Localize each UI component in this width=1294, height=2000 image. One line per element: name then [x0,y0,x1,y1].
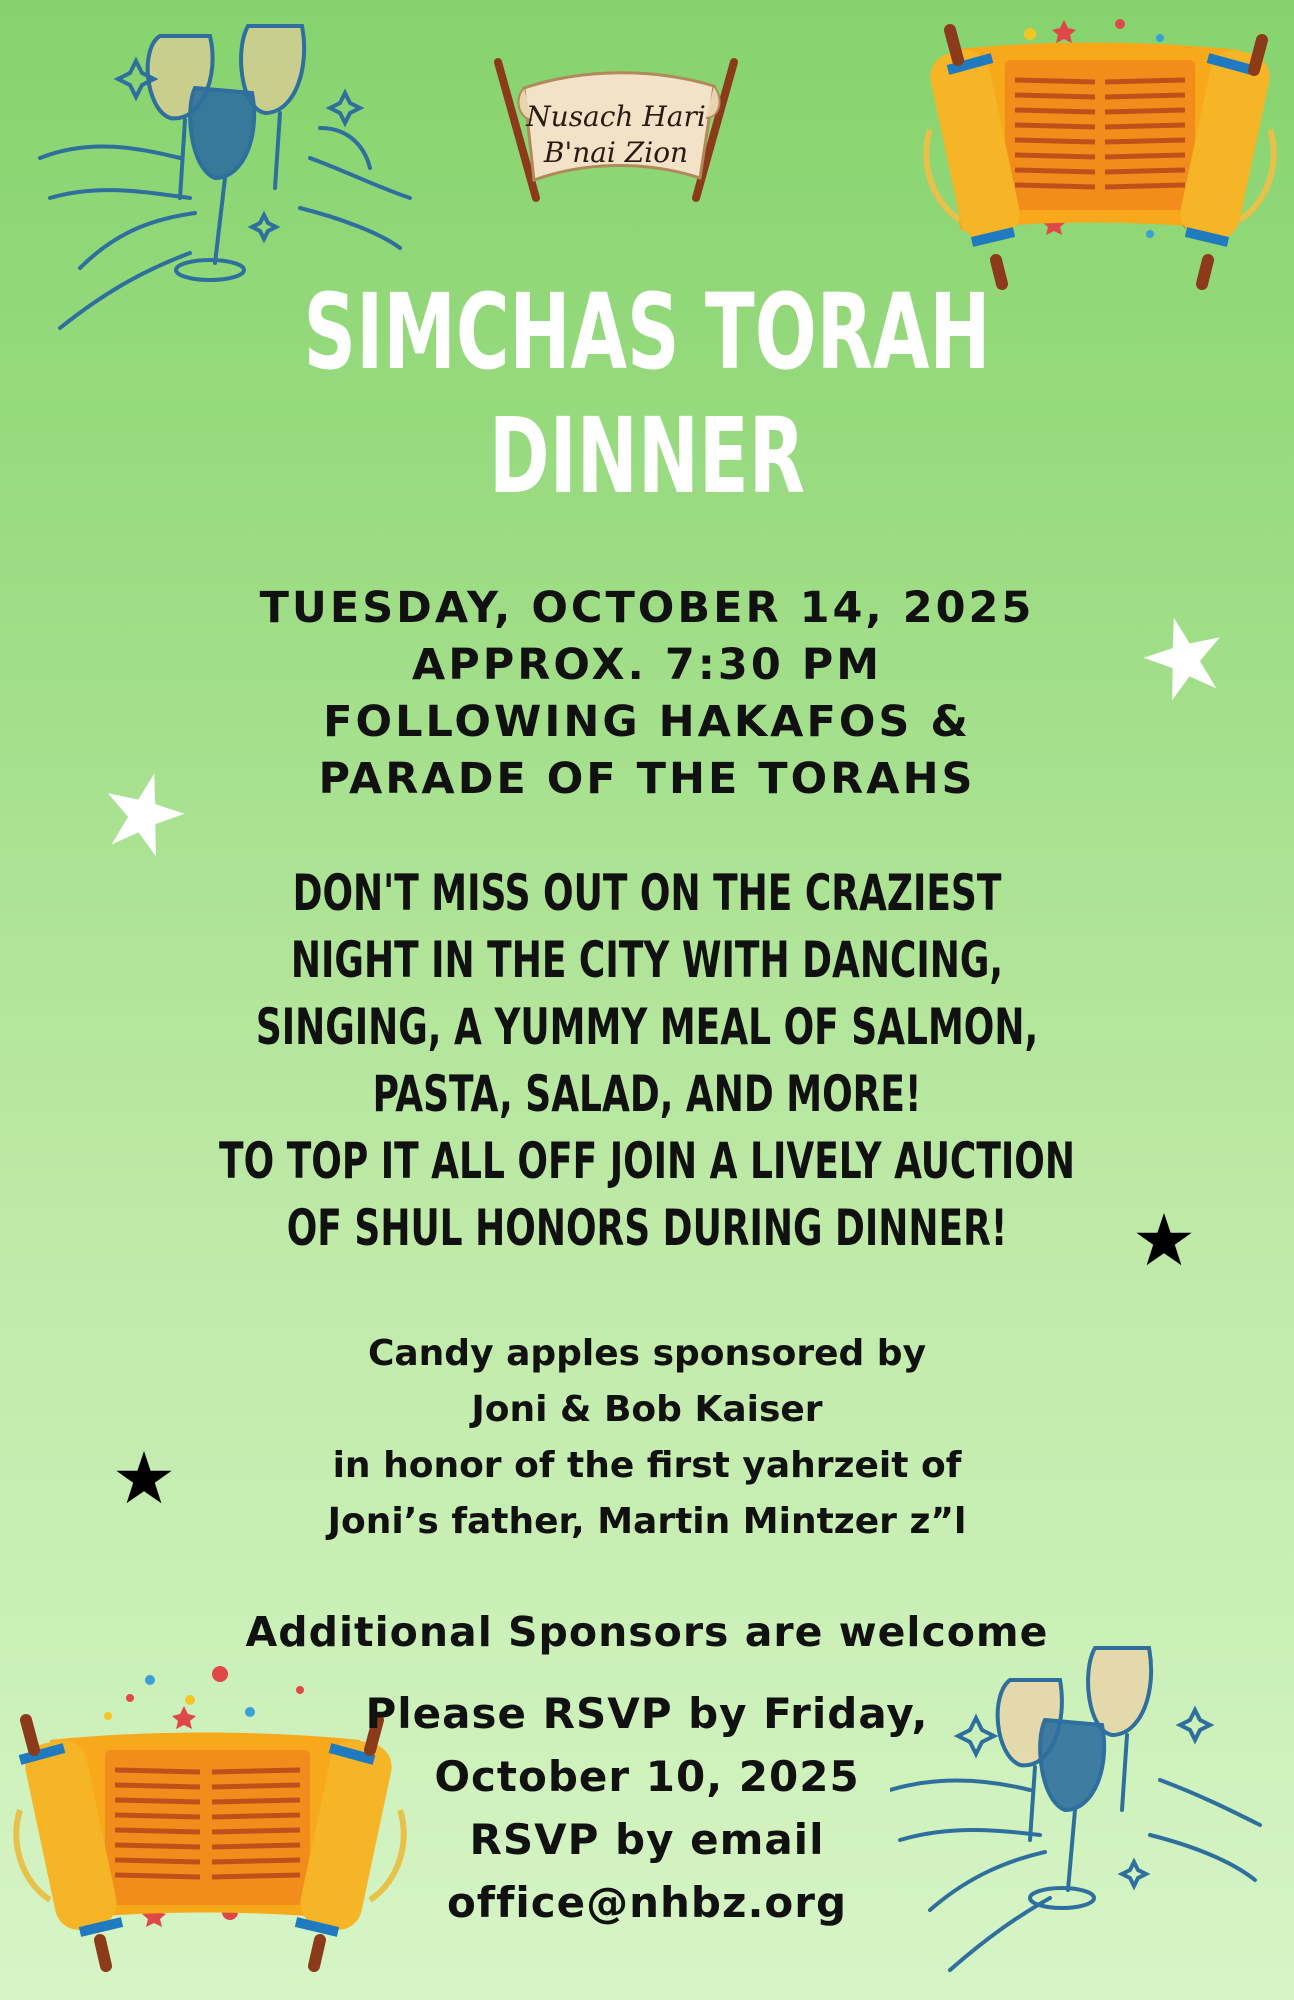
white-star-icon [100,768,188,856]
synagogue-logo-scroll [484,28,748,224]
description-line: DON'T MISS OUT ON THE CRAZIEST [292,864,1002,922]
event-title [0,270,1294,518]
rsvp-email-link[interactable]: office@nhbz.org [446,1878,848,1927]
sponsor-line: Joni & Bob Kaiser [471,1389,823,1430]
description-line: OF SHUL HONORS DURING DINNER! [286,1199,1008,1257]
event-description [0,860,1294,1262]
rsvp-info [0,1682,1294,1934]
description-line: SINGING, A YUMMY MEAL OF SALMON, [255,998,1039,1056]
description-line: PASTA, SALAD, AND MORE! [372,1065,922,1123]
sponsor-line: in honor of the first yahrzeit of [332,1445,962,1486]
rsvp-deadline-line1: Please RSVP by Friday, [365,1689,929,1738]
sponsor-line: Candy apples sponsored by [367,1333,927,1374]
black-star-icon [114,1448,174,1508]
event-date: TUESDAY, OCTOBER 14, 2025 [259,583,1035,633]
black-star-icon [1134,1210,1194,1270]
event-details [0,580,1294,808]
title-line1: SIMCHAS TORAH [303,271,991,393]
rsvp-method: RSVP by email [469,1815,825,1864]
event-following-1: FOLLOWING HAKAFOS & [323,697,971,747]
white-star-icon [1140,612,1228,700]
torah-scroll-icon [890,10,1290,300]
rsvp-deadline-line2: October 10, 2025 [434,1752,860,1801]
event-time: APPROX. 7:30 PM [411,640,883,690]
additional-sponsors-text: Additional Sponsors are welcome [245,1608,1049,1656]
logo-line2: B'nai Zion [543,136,689,169]
title-line2: DINNER [489,395,805,517]
event-following-2: PARADE OF THE TORAHS [318,754,976,804]
sponsor-note [0,1326,1294,1550]
sponsor-line: Joni’s father, Martin Mintzer z”l [327,1501,967,1542]
description-line: TO TOP IT ALL OFF JOIN A LIVELY AUCTION [219,1132,1075,1190]
description-line: NIGHT IN THE CITY WITH DANCING, [290,931,1004,989]
logo-line1: Nusach Hari [526,100,706,133]
